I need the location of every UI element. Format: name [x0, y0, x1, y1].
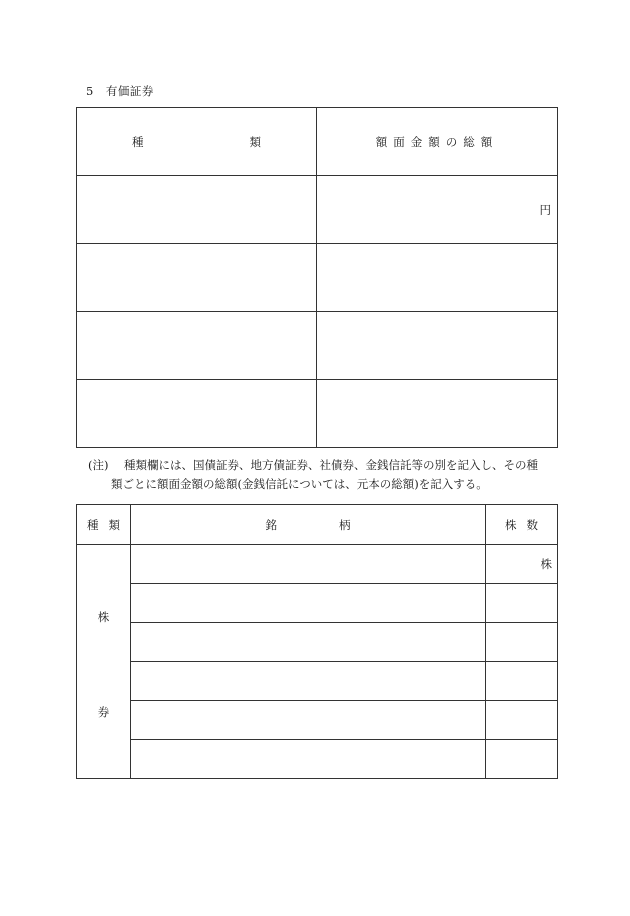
securities-type-cell[interactable] [77, 176, 317, 244]
securities-header-type-char-2: 類 [249, 134, 261, 149]
stocks-count-cell[interactable] [486, 545, 558, 584]
note-line-1: 種類欄には、国債証券、地方債証券、社債券、金銭信託等の別を記入し、その種 [124, 458, 538, 472]
stocks-row [77, 584, 558, 623]
securities-table [76, 107, 558, 448]
securities-header-type-char-1: 種 [132, 134, 144, 149]
stocks-header-row [77, 505, 558, 545]
stocks-brand-cell[interactable] [131, 740, 486, 779]
stocks-kind-char-2: 券 [97, 705, 110, 719]
securities-type-cell[interactable] [77, 244, 317, 312]
stocks-header-kind-label: 種類 [87, 517, 130, 532]
stocks-row [77, 545, 558, 584]
stocks-header-count [486, 505, 558, 545]
securities-amount-cell[interactable] [317, 380, 558, 448]
securities-row [77, 244, 558, 312]
securities-header-amount [317, 108, 558, 176]
yen-unit-label: 円 [539, 202, 551, 217]
stocks-count-cell[interactable] [486, 584, 558, 623]
stocks-row [77, 623, 558, 662]
stocks-header-brand-char-2: 柄 [339, 517, 351, 532]
securities-amount-cell[interactable] [317, 244, 558, 312]
stocks-brand-cell[interactable] [131, 701, 486, 740]
securities-amount-cell[interactable] [317, 176, 558, 244]
stocks-header-brand [131, 505, 486, 545]
securities-header-type [77, 108, 317, 176]
stocks-row [77, 662, 558, 701]
securities-row [77, 176, 558, 244]
stocks-count-cell[interactable] [486, 740, 558, 779]
stocks-kind-cell [77, 545, 131, 779]
stocks-count-cell[interactable] [486, 623, 558, 662]
stocks-kind-char-1: 株 [97, 610, 110, 624]
stocks-brand-cell[interactable] [131, 584, 486, 623]
securities-type-cell[interactable] [77, 312, 317, 380]
stocks-brand-cell[interactable] [131, 545, 486, 584]
stocks-brand-cell[interactable] [131, 662, 486, 701]
stocks-row [77, 701, 558, 740]
stocks-row [77, 740, 558, 779]
section-title: 5 有価証券 [86, 84, 154, 98]
note-label: (注) [88, 458, 109, 472]
securities-type-cell[interactable] [77, 380, 317, 448]
stocks-count-cell[interactable] [486, 701, 558, 740]
note-line-2: 類ごとに額面金額の総額(金銭信託については、元本の総額)を記入する。 [111, 477, 488, 491]
securities-header-row [77, 108, 558, 176]
stocks-table [76, 504, 558, 779]
stocks-brand-cell[interactable] [131, 623, 486, 662]
securities-row [77, 380, 558, 448]
securities-amount-cell[interactable] [317, 312, 558, 380]
shares-unit-label: 株 [540, 557, 552, 571]
stocks-header-count-label: 株数 [505, 517, 548, 532]
stocks-header-kind [77, 505, 131, 545]
stocks-header-brand-char-1: 銘 [265, 517, 277, 532]
securities-row [77, 312, 558, 380]
stocks-count-cell[interactable] [486, 662, 558, 701]
securities-header-amount-label: 額面金額の総額 [375, 134, 499, 149]
